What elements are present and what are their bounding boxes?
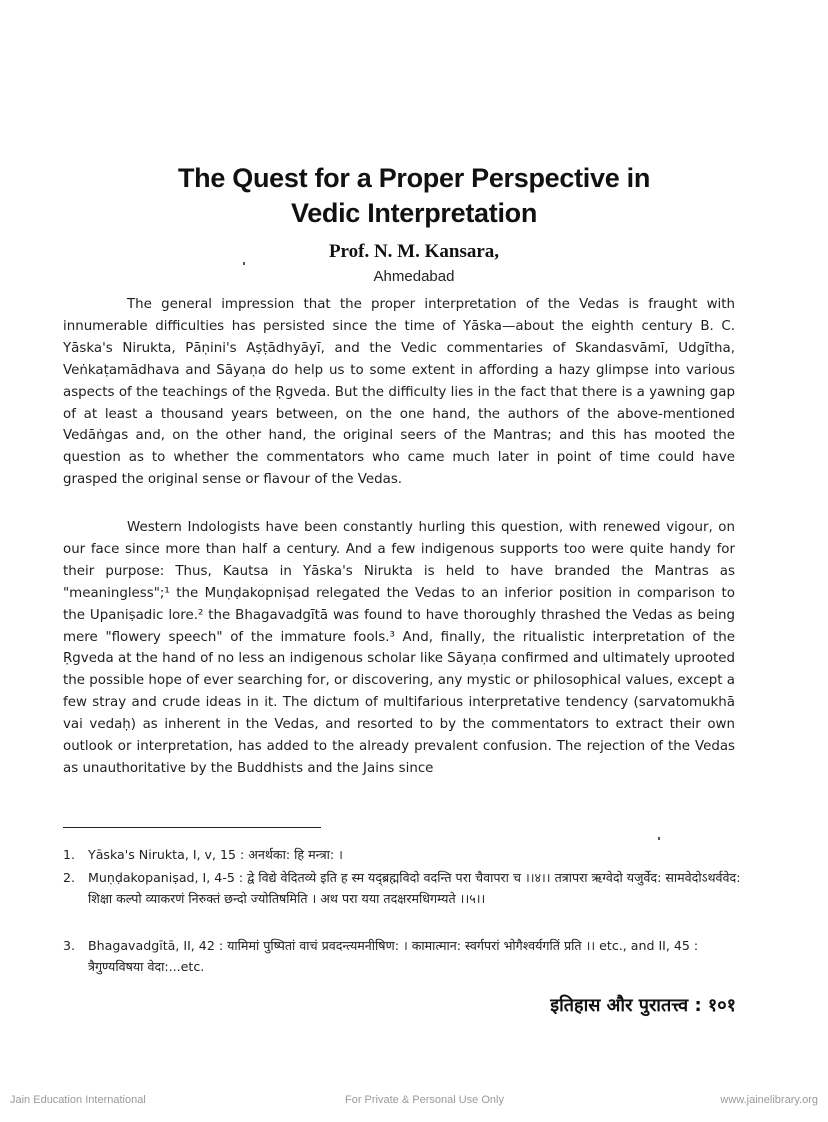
footnote-number: 1.	[63, 847, 76, 862]
body-paragraph-1: The general impression that the proper interpretation of the Vedas is fraught with innumerable difficulties has persisted since the time of Yāska—about the eighth century B. C. Yāska's Nirukta, Pāṇini's Aṣṭādhyāyī, and the Vedic commentaries of Skandasvāmī, Udgītha, Veṅkaṭamādhava and Sāyaṇa do help us to some extent in affording a hazy glimpse into various aspects of the teachings of the Ṛgveda. But the difficulty lies in the fact that there is a yawning gap of at least a thousand years between, on the one hand, the authors of the above-mentioned Vedāṅgas and, on the other hand, the original seers of the Mantras; and this has mooted the question as to whether the commentators who came much later in point of time could have grasped the original sense or flavour of the Vedas.	[63, 297, 735, 488]
footnote-text: Muṇḍakopaniṣad, I, 4-5 : द्वे विद्ये वेदितव्ये इति ह स्म यद्ब्रह्मविदो वदन्ति परा चैवापरा च ।।४।। तत्रापरा ऋग्वेदो यजुर्वेद: सामवेदोऽथर्ववेद: शिक्षा कल्पो व्याकरणं निरुक्तं छन्दो ज्योतिषमिति । अथ परा यया तदक्षरमधिगम्यते ।।५।।	[88, 870, 741, 906]
footnote-1	[63, 844, 743, 865]
footnote-3	[63, 935, 743, 977]
publisher-credit: Jain Education International	[10, 1094, 146, 1106]
footnote-2	[63, 867, 743, 909]
footnote-text: Yāska's Nirukta, I, v, 15 : अनर्थका: हि मन्त्रा: ।	[88, 847, 343, 862]
page-footer: इतिहास और पुरातत्त्व : १०१	[550, 995, 736, 1016]
scan-speck	[243, 262, 245, 265]
title-line-1: The Quest for a Proper Perspective in	[177, 163, 651, 193]
body-paragraph-1-wrapper	[63, 294, 735, 491]
footnote-number: 2.	[63, 870, 76, 885]
scan-speck	[658, 837, 660, 840]
footnote-divider	[63, 827, 321, 828]
author-name: Prof. N. M. Kansara,	[328, 241, 500, 262]
usage-notice: For Private & Personal Use Only	[345, 1094, 504, 1106]
title-line-2: Vedic Interpretation	[290, 198, 538, 228]
body-paragraph-2: Western Indologists have been constantly hurling this question, with renewed vigour, on our face since more than half a century. And a few indigenous supports too were quite handy for their purpose: Thus, Kautsa in Yāska's Nirukta is held to have branded the Mantras as "meaningless";¹ the Muṇḍakopniṣad relegated the Vedas to an inferior position in comparison to the Upaniṣadic lore.² the Bhagavadgītā was found to have thoroughly thrashed the Vedas as being mere "flowery speech" of the immature fools.³ And, finally, the ritualistic interpretation of the Ṛgveda at the hand of no less an indigenous scholar like Sāyaṇa confirmed and ultimately uprooted the possible hope of ever searching for, or discovering, any mystic or philosophical values, except a few stray and crude ideas in it. The dictum of multifarious interpretative tendency (sarvatomukhā vai vedaḥ) as inherent in the Vedas, and resorted to by the commentators to extract their own outlook or interpretation, has added to the already prevalent confusion. The rejection of the Vedas as unauthoritative by the Buddhists and the Jains since	[63, 520, 735, 776]
body-paragraph-2-wrapper	[63, 517, 735, 780]
website-link[interactable]: www.jainelibrary.org	[720, 1094, 818, 1106]
footnote-text: Bhagavadgītā, II, 42 : यामिमां पुष्पितां वाचं प्रवदन्त्यमनीषिण: । कामात्मान: स्वर्गपरां भोगैश्वर्यगतिं प्रति ।। etc., and II, 45 : त्रैगुण्यविषया वेदा:...etc.	[88, 938, 699, 974]
footnote-number: 3.	[63, 938, 76, 953]
author-location: Ahmedabad	[373, 268, 455, 285]
